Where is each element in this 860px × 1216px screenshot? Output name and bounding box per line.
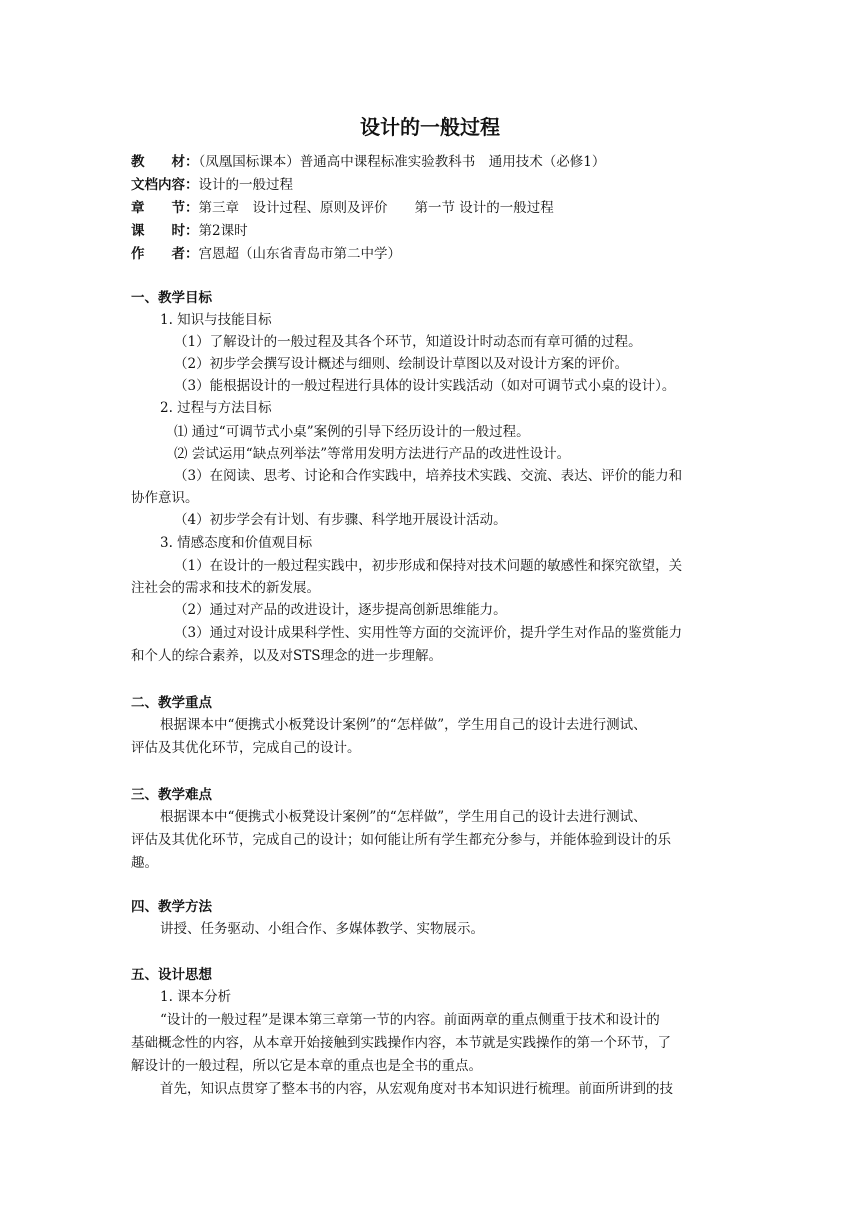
subsection-heading: 2. 过程与方法目标 [160, 400, 272, 416]
paragraph-line: 评估及其优化环节，完成自己的设计。 [131, 740, 361, 756]
paragraph-line: 评估及其优化环节，完成自己的设计；如何能让所有学生都充分参与，并能体验到设计的乐 [131, 832, 671, 848]
list-item-continued: 协作意识。 [131, 490, 199, 506]
list-item-continued: 和个人的综合素养，以及对STS理念的进一步理解。 [131, 648, 443, 664]
subsection-heading: 3. 情感态度和价值观目标 [160, 535, 313, 551]
list-item-continued: 注社会的需求和技术的新发展。 [131, 580, 320, 596]
section-heading: 四、教学方法 [131, 899, 212, 915]
meta-label: 课 时： [131, 223, 199, 239]
list-item: （3）能根据设计的一般过程进行具体的设计实践活动（如对可调节式小桌的设计）。 [174, 378, 676, 394]
paragraph-line: 讲授、任务驱动、小组合作、多媒体教学、实物展示。 [160, 921, 484, 937]
section-heading: 二、教学重点 [131, 695, 212, 711]
paragraph-line: 首先，知识点贯穿了整本书的内容，从宏观角度对书本知识进行梳理。前面所讲到的技 [160, 1081, 673, 1097]
paragraph-line: 基础概念性的内容，从本章开始接触到实践操作内容，本节就是实践操作的第一个环节，了 [131, 1035, 671, 1051]
meta-label: 章 节： [131, 200, 199, 216]
subsection-heading: 1. 知识与技能目标 [160, 312, 272, 328]
meta-label: 文档内容： [131, 177, 199, 193]
meta-author [131, 243, 731, 265]
meta-label: 教 材： [131, 154, 199, 170]
paragraph-line: 趣。 [131, 855, 158, 871]
section-heading: 五、设计思想 [131, 967, 212, 983]
meta-value: 设计的一般过程 [198, 177, 293, 193]
list-item: （3）在阅读、思考、讨论和合作实践中，培养技术实践、交流、表达、评价的能力和 [174, 468, 683, 484]
paragraph-line: 根据课本中“便携式小板凳设计案例”的“怎样做”，学生用自己的设计去进行测试、 [160, 717, 647, 733]
list-item: （1）在设计的一般过程实践中，初步形成和保持对技术问题的敏感性和探究欲望，关 [174, 558, 683, 574]
list-item: ⑴ 通过“可调节式小桌”案例的引导下经历设计的一般过程。 [174, 424, 530, 440]
meta-period [131, 220, 731, 242]
meta-value: 宫恩超（山东省青岛市第二中学） [198, 246, 401, 262]
list-item: （4）初步学会有计划、有步骤、科学地开展设计活动。 [174, 512, 507, 528]
meta-chapter [131, 197, 731, 219]
meta-content [131, 174, 731, 196]
meta-label: 作 者： [131, 246, 199, 262]
list-item: （3）通过对设计成果科学性、实用性等方面的交流评价，提升学生对作品的鉴赏能力 [174, 625, 683, 641]
section-heading: 一、教学目标 [131, 290, 212, 306]
meta-value: （凤凰国标课本）普通高中课程标准实验教科书 通用技术（必修1） [198, 154, 606, 170]
meta-value: 第2课时 [198, 223, 248, 239]
paragraph-line: 根据课本中“便携式小板凳设计案例”的“怎样做”，学生用自己的设计去进行测试、 [160, 809, 647, 825]
meta-textbook [131, 151, 731, 173]
document-title: 设计的一般过程 [360, 115, 500, 139]
paragraph-line: “设计的一般过程”是课本第三章第一节的内容。前面两章的重点侧重于技术和设计的 [160, 1012, 660, 1028]
list-item: （1）了解设计的一般过程及其各个环节，知道设计时动态而有章可循的过程。 [174, 334, 642, 350]
subsection-heading: 1. 课本分析 [160, 989, 232, 1005]
paragraph-line: 解设计的一般过程，所以它是本章的重点也是全书的重点。 [131, 1058, 482, 1074]
meta-value: 第三章 设计过程、原则及评价 第一节 设计的一般过程 [198, 200, 554, 216]
list-item: （2）通过对产品的改进设计，逐步提高创新思维能力。 [174, 602, 507, 618]
list-item: ⑵ 尝试运用“缺点列举法”等常用发明方法进行产品的改进性设计。 [174, 446, 571, 462]
section-heading: 三、教学难点 [131, 787, 212, 803]
list-item: （2）初步学会撰写设计概述与细则、绘制设计草图以及对设计方案的评价。 [174, 356, 629, 372]
